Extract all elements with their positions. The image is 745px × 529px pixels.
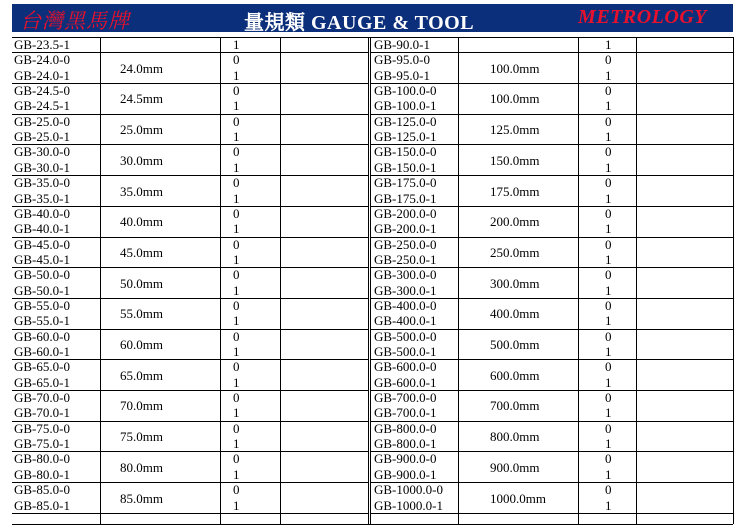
part-number: GB-100.0-0	[374, 83, 437, 99]
quantity-value: 0	[605, 113, 612, 129]
part-number: GB-150.0-0	[374, 144, 437, 160]
quantity-value: 0	[605, 52, 612, 68]
quantity-value: 1	[233, 405, 240, 421]
gauge-size: 30.0mm	[120, 152, 163, 168]
quantity-value: 1	[605, 129, 612, 145]
quantity-value: 0	[605, 482, 612, 498]
gauge-size: 70.0mm	[120, 398, 163, 414]
part-number: GB-40.0-0	[14, 205, 70, 221]
quantity-value: 1	[233, 282, 240, 298]
gauge-size: 125.0mm	[490, 122, 540, 138]
part-number: GB-200.0-0	[374, 205, 437, 221]
part-number: GB-800.0-1	[374, 436, 437, 452]
quantity-value: 0	[605, 144, 612, 160]
part-number: GB-700.0-1	[374, 405, 437, 421]
gauge-size: 24.0mm	[120, 60, 163, 76]
gauge-size: 100.0mm	[490, 91, 540, 107]
gauge-size: 40.0mm	[120, 214, 163, 230]
gauge-size: 100.0mm	[490, 60, 540, 76]
bottom-rule	[12, 524, 733, 525]
header-banner	[12, 4, 733, 32]
part-number: GB-700.0-0	[374, 390, 437, 406]
gauge-size: 55.0mm	[120, 306, 163, 322]
quantity-value: 1	[605, 37, 612, 52]
part-number: GB-24.0-1	[14, 67, 70, 83]
quantity-value: 1	[605, 282, 612, 298]
quantity-value: 0	[605, 175, 612, 191]
quantity-value: 0	[605, 328, 612, 344]
quantity-value: 1	[233, 374, 240, 390]
part-number: GB-65.0-1	[14, 374, 70, 390]
part-number: GB-600.0-1	[374, 374, 437, 390]
quantity-value: 1	[605, 67, 612, 83]
part-number: GB-600.0-0	[374, 359, 437, 375]
part-number: GB-200.0-1	[374, 221, 437, 237]
quantity-value: 1	[233, 436, 240, 452]
gauge-size: 900.0mm	[490, 459, 540, 475]
row-divider	[12, 37, 733, 38]
quantity-value: 0	[605, 297, 612, 313]
gauge-size: 45.0mm	[120, 244, 163, 260]
part-number: GB-250.0-1	[374, 251, 437, 267]
gauge-size: 500.0mm	[490, 337, 540, 352]
quantity-value: 0	[233, 175, 240, 191]
part-number: GB-24.5-1	[14, 98, 70, 114]
part-number: GB-150.0-1	[374, 159, 437, 175]
part-number: GB-900.0-0	[374, 451, 437, 467]
part-number: GB-70.0-0	[14, 390, 70, 406]
quantity-value: 1	[605, 190, 612, 206]
part-number: GB-175.0-1	[374, 190, 437, 206]
part-number: GB-50.0-1	[14, 282, 70, 298]
quantity-value: 1	[233, 129, 240, 145]
quantity-value: 0	[233, 451, 240, 467]
quantity-value: 1	[605, 344, 612, 359]
gauge-size: 75.0mm	[120, 429, 163, 445]
part-number: GB-300.0-0	[374, 267, 437, 283]
part-number: GB-75.0-0	[14, 420, 70, 436]
part-number: GB-24.5-0	[14, 83, 70, 99]
part-number: GB-250.0-0	[374, 236, 437, 252]
part-number: GB-65.0-0	[14, 359, 70, 375]
quantity-value: 0	[233, 52, 240, 68]
part-number: GB-95.0-0	[374, 52, 430, 68]
part-number: GB-400.0-1	[374, 313, 437, 329]
quantity-value: 0	[605, 390, 612, 406]
gauge-size: 50.0mm	[120, 275, 163, 291]
gauge-size: 85.0mm	[120, 490, 163, 506]
gauge-size: 80.0mm	[120, 459, 163, 475]
quantity-value: 0	[233, 236, 240, 252]
quantity-value: 1	[605, 436, 612, 452]
part-number: GB-55.0-1	[14, 313, 70, 329]
quantity-value: 0	[605, 205, 612, 221]
part-number: GB-100.0-1	[374, 98, 437, 114]
part-number: GB-75.0-1	[14, 436, 70, 452]
quantity-value: 0	[233, 328, 240, 344]
quantity-value: 0	[233, 482, 240, 498]
gauge-size: 60.0mm	[120, 337, 163, 352]
part-number: GB-55.0-0	[14, 297, 70, 313]
quantity-value: 1	[233, 67, 240, 83]
quantity-value: 1	[233, 98, 240, 114]
part-number: GB-23.5-1	[14, 37, 70, 52]
gauge-size: 250.0mm	[490, 244, 540, 260]
row-divider	[370, 513, 733, 514]
part-number: GB-1000.0-0	[374, 482, 443, 498]
quantity-value: 0	[605, 83, 612, 99]
quantity-value: 0	[605, 236, 612, 252]
quantity-value: 1	[233, 190, 240, 206]
part-number: GB-800.0-0	[374, 420, 437, 436]
quantity-value: 0	[233, 83, 240, 99]
part-number: GB-80.0-0	[14, 451, 70, 467]
gauge-size: 300.0mm	[490, 275, 540, 291]
part-number: GB-85.0-0	[14, 482, 70, 498]
gauge-size: 175.0mm	[490, 183, 540, 199]
part-number: GB-35.0-1	[14, 190, 70, 206]
page-title: 量規類 GAUGE & TOOL	[244, 12, 475, 34]
part-number: GB-25.0-0	[14, 113, 70, 129]
gauge-size: 700.0mm	[490, 398, 540, 414]
gauge-size: 200.0mm	[490, 214, 540, 230]
part-number: GB-70.0-1	[14, 405, 70, 421]
section-label: METROLOGY	[578, 6, 707, 28]
part-number: GB-300.0-1	[374, 282, 437, 298]
part-number: GB-90.0-1	[374, 37, 430, 52]
gauge-size: 25.0mm	[120, 122, 163, 138]
column-divider	[733, 37, 734, 524]
quantity-value: 1	[233, 37, 240, 52]
quantity-value: 0	[233, 390, 240, 406]
part-number: GB-35.0-0	[14, 175, 70, 191]
part-number: GB-40.0-1	[14, 221, 70, 237]
quantity-value: 1	[605, 251, 612, 267]
gauge-size: 150.0mm	[490, 152, 540, 168]
column-divider	[368, 37, 369, 524]
quantity-value: 0	[233, 420, 240, 436]
quantity-value: 0	[605, 451, 612, 467]
part-number: GB-1000.0-1	[374, 497, 443, 513]
part-number: GB-60.0-1	[14, 344, 70, 359]
part-number: GB-175.0-0	[374, 175, 437, 191]
quantity-value: 1	[605, 221, 612, 237]
quantity-value: 1	[605, 374, 612, 390]
gauge-size: 1000.0mm	[490, 490, 546, 506]
quantity-value: 0	[233, 267, 240, 283]
quantity-value: 1	[605, 159, 612, 175]
part-number: GB-45.0-1	[14, 251, 70, 267]
part-number: GB-30.0-1	[14, 159, 70, 175]
quantity-value: 1	[233, 159, 240, 175]
part-number: GB-24.0-0	[14, 52, 70, 68]
gauge-size: 800.0mm	[490, 429, 540, 445]
part-number: GB-500.0-1	[374, 344, 437, 359]
quantity-value: 0	[233, 113, 240, 129]
brand-name: 台灣黑馬牌	[20, 9, 130, 33]
quantity-value: 1	[233, 313, 240, 329]
quantity-value: 1	[233, 221, 240, 237]
quantity-value: 1	[605, 497, 612, 513]
gauge-size: 35.0mm	[120, 183, 163, 199]
quantity-value: 0	[233, 144, 240, 160]
row-divider	[12, 513, 368, 514]
part-number: GB-85.0-1	[14, 497, 70, 513]
part-number: GB-125.0-1	[374, 129, 437, 145]
gauge-size: 400.0mm	[490, 306, 540, 322]
part-number: GB-400.0-0	[374, 297, 437, 313]
part-number: GB-80.0-1	[14, 466, 70, 482]
quantity-value: 0	[605, 359, 612, 375]
gauge-size: 24.5mm	[120, 91, 163, 107]
quantity-value: 1	[605, 405, 612, 421]
part-number: GB-500.0-0	[374, 328, 437, 344]
quantity-value: 1	[233, 466, 240, 482]
quantity-value: 1	[605, 466, 612, 482]
part-number: GB-125.0-0	[374, 113, 437, 129]
quantity-value: 1	[605, 98, 612, 114]
part-number: GB-60.0-0	[14, 328, 70, 344]
quantity-value: 0	[605, 267, 612, 283]
part-number: GB-25.0-1	[14, 129, 70, 145]
gauge-size: 65.0mm	[120, 367, 163, 383]
part-number: GB-50.0-0	[14, 267, 70, 283]
quantity-value: 1	[233, 497, 240, 513]
quantity-value: 0	[605, 420, 612, 436]
quantity-value: 1	[233, 344, 240, 359]
part-number: GB-900.0-1	[374, 466, 437, 482]
gauge-size: 600.0mm	[490, 367, 540, 383]
part-number: GB-45.0-0	[14, 236, 70, 252]
quantity-value: 1	[605, 313, 612, 329]
quantity-value: 0	[233, 205, 240, 221]
part-number: GB-30.0-0	[14, 144, 70, 160]
part-number: GB-95.0-1	[374, 67, 430, 83]
quantity-value: 1	[233, 251, 240, 267]
quantity-value: 0	[233, 359, 240, 375]
quantity-value: 0	[233, 297, 240, 313]
